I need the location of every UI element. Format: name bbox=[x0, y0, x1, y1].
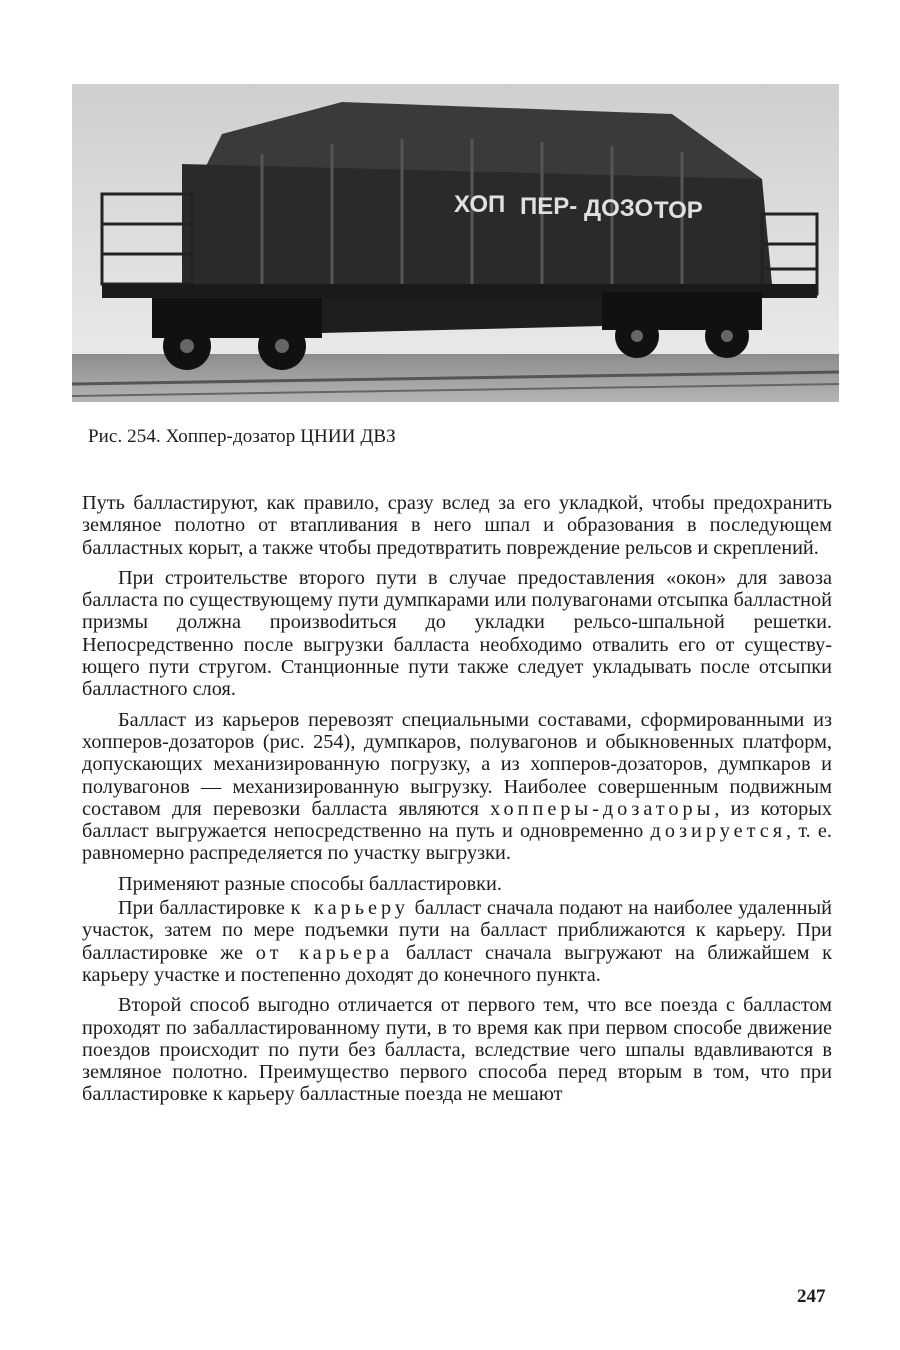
wagon-lettering-3: ДОЗО bbox=[584, 195, 654, 222]
paragraph-5 bbox=[82, 897, 832, 986]
body-text bbox=[82, 492, 832, 1114]
figure-caption: Рис. 254. Хоппер-дозатор ЦНИИ ДВЗ bbox=[88, 426, 396, 447]
paragraph-5-part-b: балласт сначала подают на наиболее удаленный участок, затем по мере подъемки пути на балласт приближаются к карьеру. При балластировке же bbox=[82, 897, 832, 964]
wagon-lettering-4: ТОР bbox=[654, 197, 703, 224]
wagon-lettering-1: ХОП bbox=[454, 191, 506, 218]
paragraph-3-part-b: , из которых балласт выгружается непосредственно на путь и одновременно bbox=[82, 797, 832, 843]
emphasis-dosed: дозируется bbox=[650, 820, 787, 843]
wagon-lettering-2: ПЕР- bbox=[520, 193, 578, 220]
emphasis-to-quarry: к карьеру bbox=[290, 897, 410, 920]
emphasis-from-quarry: от карьера bbox=[255, 941, 394, 964]
paragraph-3-part-a: Балласт из карьеров перевозят специальными составами, сформированными из хопперов-дозаторов (рис. 254), думпкаров, полувагонов и обыкновенных платформ, допускающих механизированную погрузку, а из хопперов-дозаторов, думпкаров и полувагонов — механизированную выгрузку. Наиболее совершенным подвижным составом для перевозки балласта являются bbox=[82, 708, 832, 820]
page-number: 247 bbox=[797, 1286, 826, 1307]
paragraph-1: Путь балластируют, как правило, сразу вслед за его укладкой, чтобы предохранить земляное полотно от втапливания в него шпал и образования в последующем балластных корыт, а также чтобы предотвратить повреждение рельсов и скреплений. bbox=[82, 492, 832, 559]
paragraph-3-part-c: , т. е. равномерно распределяется по участку выгрузки. bbox=[82, 820, 832, 865]
paragraph-6: Второй способ выгодно отличается от первого тем, что все поезда с балластом проходят по забалластированному пути, в то время как при первом способе движение поездов происходит по пути без балласта, вследствие чего шпалы вдавливаются в земляное полотно. Преимущество первого способа перед вторым в том, что при балластировке к карьеру балластные поезда не мешают bbox=[82, 994, 832, 1106]
paragraph-5-part-a: При балластировке bbox=[118, 897, 285, 920]
paragraph-5-part-c: балласт сначала выгружают на ближайшем к карьеру участке и постепенно доходят до конечного пункта. bbox=[82, 941, 832, 986]
paragraph-3 bbox=[82, 709, 832, 865]
emphasis-hopper-dozers: хопперы-дозаторы bbox=[490, 797, 715, 820]
paragraph-4: Применяют разные способы балластировки. bbox=[118, 872, 502, 895]
hopper-wagon-photo bbox=[72, 84, 839, 402]
paragraph-2: При строительстве второго пути в случае предоставления «окон» для завоза балласта по существующему пути думпкарами или полувагонами отсыпка балластной призмы должна произвоdиться до укладки рельсо-шпальной решетки. Непосредственно после выгрузки балласта необходимо отвалить его от существующего пути стругом. Станционные пути также следует укладывать после отсыпки балластного слоя. bbox=[82, 566, 832, 701]
